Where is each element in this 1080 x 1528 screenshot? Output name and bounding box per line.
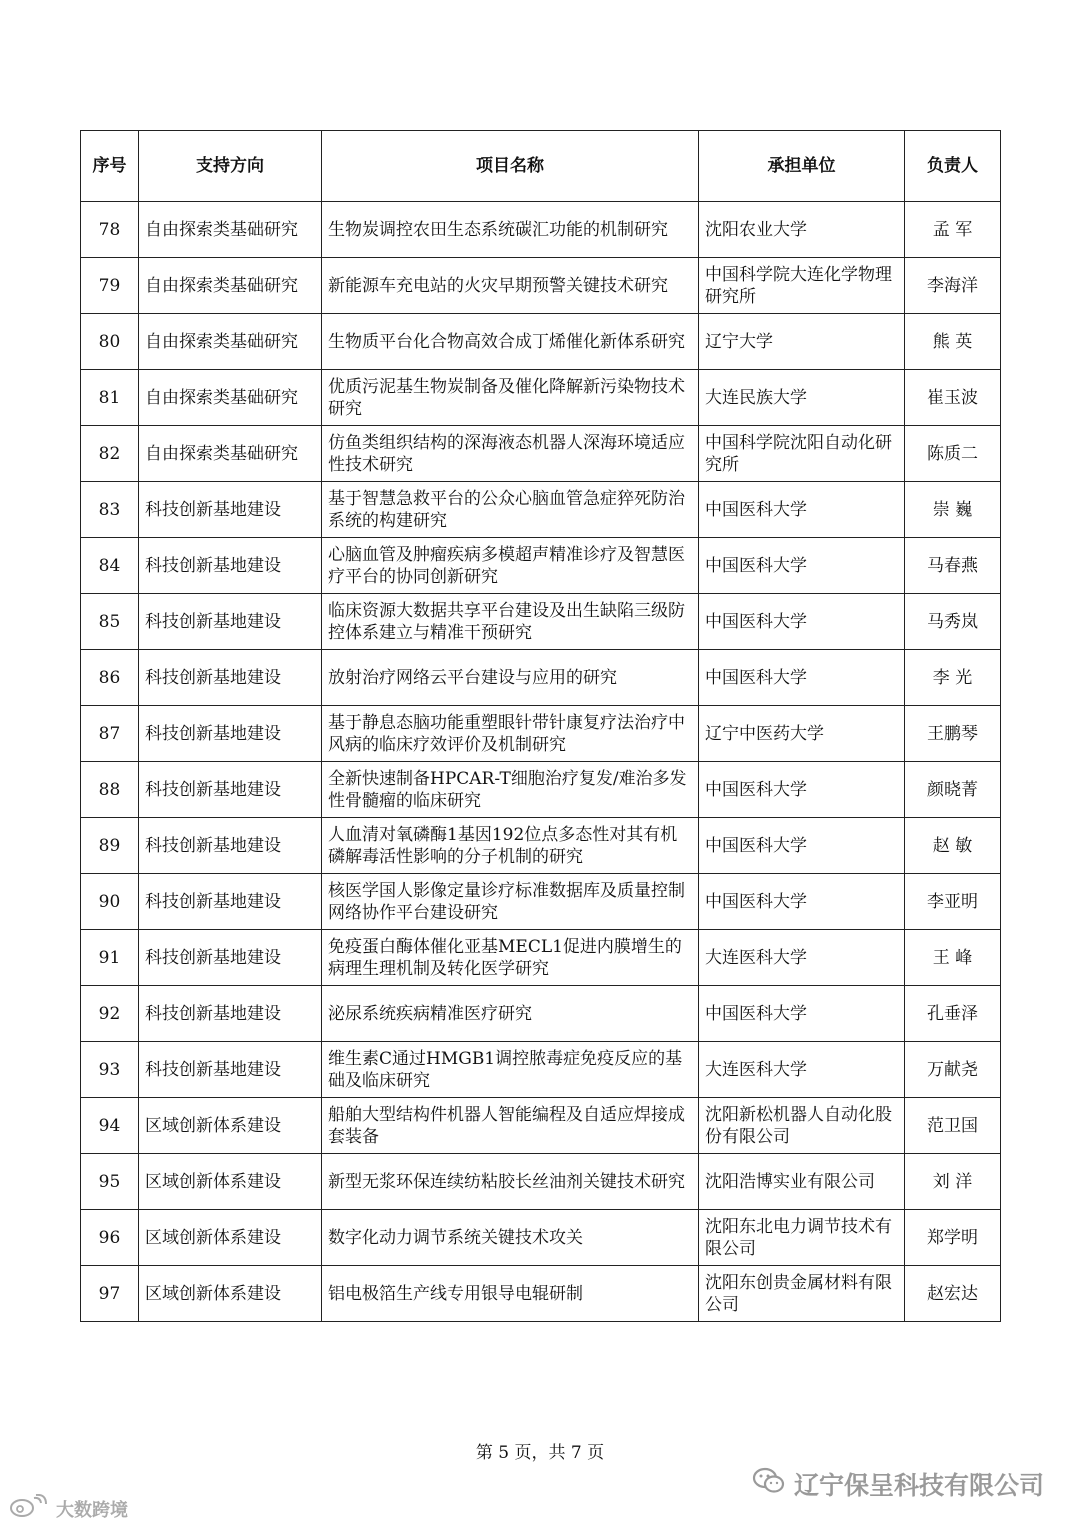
table-row — [81, 1042, 1001, 1098]
cell-person: 赵宏达 — [905, 1266, 1001, 1322]
cell-person: 王 峰 — [905, 930, 1001, 986]
table-row — [81, 1210, 1001, 1266]
table-row — [81, 426, 1001, 482]
cell-serial: 82 — [81, 426, 139, 482]
header-person: 负责人 — [905, 131, 1001, 202]
cell-person: 孔垂泽 — [905, 986, 1001, 1042]
cell-person: 孟 军 — [905, 202, 1001, 258]
cell-serial: 88 — [81, 762, 139, 818]
cell-project: 生物炭调控农田生态系统碳汇功能的机制研究 — [322, 202, 699, 258]
cell-serial: 78 — [81, 202, 139, 258]
cell-unit: 大连民族大学 — [699, 370, 905, 426]
cell-unit: 辽宁中医药大学 — [699, 706, 905, 762]
cell-project: 全新快速制备HPCAR-T细胞治疗复发/难治多发性骨髓瘤的临床研究 — [322, 762, 699, 818]
cell-unit: 沈阳东创贵金属材料有限公司 — [699, 1266, 905, 1322]
cell-serial: 93 — [81, 1042, 139, 1098]
header-unit: 承担单位 — [699, 131, 905, 202]
cell-unit: 大连医科大学 — [699, 930, 905, 986]
watermark-company-text: 辽宁保呈科技有限公司 — [793, 1471, 1044, 1500]
table-row — [81, 314, 1001, 370]
cell-unit: 中国医科大学 — [699, 874, 905, 930]
table-row — [81, 1098, 1001, 1154]
cell-project: 新型无浆环保连续纺粘胶长丝油剂关键技术研究 — [322, 1154, 699, 1210]
cell-person: 李 光 — [905, 650, 1001, 706]
cell-unit: 沈阳新松机器人自动化股份有限公司 — [699, 1098, 905, 1154]
cell-project: 人血清对氧磷酶1基因192位点多态性对其有机磷解毒活性影响的分子机制的研究 — [322, 818, 699, 874]
cell-direction: 区域创新体系建设 — [139, 1154, 322, 1210]
cell-serial: 85 — [81, 594, 139, 650]
cell-project: 生物质平台化合物高效合成丁烯催化新体系研究 — [322, 314, 699, 370]
cell-direction: 自由探索类基础研究 — [139, 426, 322, 482]
table-header-row — [81, 131, 1001, 202]
cell-serial: 79 — [81, 258, 139, 314]
cell-unit: 中国科学院大连化学物理研究所 — [699, 258, 905, 314]
table-row — [81, 930, 1001, 986]
cell-direction: 科技创新基地建设 — [139, 706, 322, 762]
cell-person: 马春燕 — [905, 538, 1001, 594]
table-row — [81, 706, 1001, 762]
cell-project: 数字化动力调节系统关键技术攻关 — [322, 1210, 699, 1266]
table-row — [81, 986, 1001, 1042]
table-row — [81, 370, 1001, 426]
cell-unit: 中国医科大学 — [699, 594, 905, 650]
cell-serial: 95 — [81, 1154, 139, 1210]
cell-direction: 科技创新基地建设 — [139, 874, 322, 930]
cell-direction: 科技创新基地建设 — [139, 650, 322, 706]
project-table-container — [80, 130, 1000, 1322]
table-row — [81, 818, 1001, 874]
cell-unit: 中国医科大学 — [699, 482, 905, 538]
header-project: 项目名称 — [322, 131, 699, 202]
cell-direction: 科技创新基地建设 — [139, 930, 322, 986]
cell-serial: 83 — [81, 482, 139, 538]
page-number: 第 5 页，共 7 页 — [475, 1443, 605, 1463]
cell-unit: 中国医科大学 — [699, 818, 905, 874]
cell-serial: 91 — [81, 930, 139, 986]
cell-serial: 94 — [81, 1098, 139, 1154]
cell-direction: 区域创新体系建设 — [139, 1266, 322, 1322]
cell-project: 心脑血管及肿瘤疾病多模超声精准诊疗及智慧医疗平台的协同创新研究 — [322, 538, 699, 594]
table-row — [81, 482, 1001, 538]
project-table — [80, 130, 1001, 1322]
table-row — [81, 538, 1001, 594]
cell-serial: 80 — [81, 314, 139, 370]
cell-person: 崇 巍 — [905, 482, 1001, 538]
cell-serial: 86 — [81, 650, 139, 706]
cell-unit: 沈阳东北电力调节技术有限公司 — [699, 1210, 905, 1266]
cell-project: 免疫蛋白酶体催化亚基MECL1促进内膜增生的病理生理机制及转化医学研究 — [322, 930, 699, 986]
cell-person: 颜晓菁 — [905, 762, 1001, 818]
cell-person: 熊 英 — [905, 314, 1001, 370]
wechat-icon — [752, 1466, 786, 1502]
cell-unit: 中国医科大学 — [699, 986, 905, 1042]
cell-direction: 自由探索类基础研究 — [139, 314, 322, 370]
header-serial: 序号 — [81, 131, 139, 202]
cell-unit: 中国科学院沈阳自动化研究所 — [699, 426, 905, 482]
cell-project: 泌尿系统疾病精准医疗研究 — [322, 986, 699, 1042]
cell-project: 船舶大型结构件机器人智能编程及自适应焊接成套装备 — [322, 1098, 699, 1154]
cell-direction: 科技创新基地建设 — [139, 482, 322, 538]
cell-direction: 区域创新体系建设 — [139, 1210, 322, 1266]
table-row — [81, 650, 1001, 706]
watermark-source — [8, 1494, 128, 1523]
cell-direction: 科技创新基地建设 — [139, 762, 322, 818]
cell-person: 李亚明 — [905, 874, 1001, 930]
cell-serial: 89 — [81, 818, 139, 874]
table-row — [81, 874, 1001, 930]
cell-person: 马秀岚 — [905, 594, 1001, 650]
header-direction: 支持方向 — [139, 131, 322, 202]
cell-unit: 沈阳农业大学 — [699, 202, 905, 258]
cell-project: 基于静息态脑功能重塑眼针带针康复疗法治疗中风病的临床疗效评价及机制研究 — [322, 706, 699, 762]
cell-unit: 辽宁大学 — [699, 314, 905, 370]
cell-direction: 科技创新基地建设 — [139, 594, 322, 650]
cell-person: 赵 敏 — [905, 818, 1001, 874]
cell-project: 仿鱼类组织结构的深海液态机器人深海环境适应性技术研究 — [322, 426, 699, 482]
cell-serial: 87 — [81, 706, 139, 762]
cell-person: 陈质二 — [905, 426, 1001, 482]
cell-serial: 92 — [81, 986, 139, 1042]
cell-person: 王鹏琴 — [905, 706, 1001, 762]
cell-project: 维生素C通过HMGB1调控脓毒症免疫反应的基础及临床研究 — [322, 1042, 699, 1098]
cell-unit: 中国医科大学 — [699, 650, 905, 706]
cell-person: 郑学明 — [905, 1210, 1001, 1266]
cell-serial: 96 — [81, 1210, 139, 1266]
watermark-company — [752, 1466, 1044, 1502]
cell-project: 放射治疗网络云平台建设与应用的研究 — [322, 650, 699, 706]
cell-person: 范卫国 — [905, 1098, 1001, 1154]
cell-unit: 大连医科大学 — [699, 1042, 905, 1098]
cell-direction: 科技创新基地建设 — [139, 986, 322, 1042]
table-row — [81, 258, 1001, 314]
cell-project: 核医学国人影像定量诊疗标准数据库及质量控制网络协作平台建设研究 — [322, 874, 699, 930]
weibo-icon — [8, 1494, 50, 1523]
cell-serial: 97 — [81, 1266, 139, 1322]
cell-direction: 科技创新基地建设 — [139, 818, 322, 874]
cell-direction: 区域创新体系建设 — [139, 1098, 322, 1154]
cell-project: 基于智慧急救平台的公众心脑血管急症猝死防治系统的构建研究 — [322, 482, 699, 538]
cell-direction: 科技创新基地建设 — [139, 1042, 322, 1098]
cell-serial: 90 — [81, 874, 139, 930]
cell-direction: 自由探索类基础研究 — [139, 370, 322, 426]
table-row — [81, 1154, 1001, 1210]
cell-person: 万献尧 — [905, 1042, 1001, 1098]
cell-person: 刘 洋 — [905, 1154, 1001, 1210]
cell-serial: 81 — [81, 370, 139, 426]
watermark-source-text: 大数跨境 — [56, 1499, 128, 1521]
cell-unit: 中国医科大学 — [699, 762, 905, 818]
table-row — [81, 1266, 1001, 1322]
cell-serial: 84 — [81, 538, 139, 594]
table-row — [81, 202, 1001, 258]
cell-project: 新能源车充电站的火灾早期预警关键技术研究 — [322, 258, 699, 314]
cell-direction: 自由探索类基础研究 — [139, 258, 322, 314]
cell-project: 优质污泥基生物炭制备及催化降解新污染物技术研究 — [322, 370, 699, 426]
cell-unit: 沈阳浩博实业有限公司 — [699, 1154, 905, 1210]
cell-unit: 中国医科大学 — [699, 538, 905, 594]
table-row — [81, 594, 1001, 650]
cell-person: 李海洋 — [905, 258, 1001, 314]
cell-project: 铝电极箔生产线专用银导电辊研制 — [322, 1266, 699, 1322]
cell-project: 临床资源大数据共享平台建设及出生缺陷三级防控体系建立与精准干预研究 — [322, 594, 699, 650]
cell-direction: 自由探索类基础研究 — [139, 202, 322, 258]
cell-person: 崔玉波 — [905, 370, 1001, 426]
cell-direction: 科技创新基地建设 — [139, 538, 322, 594]
table-row — [81, 762, 1001, 818]
table-body — [81, 202, 1001, 1322]
